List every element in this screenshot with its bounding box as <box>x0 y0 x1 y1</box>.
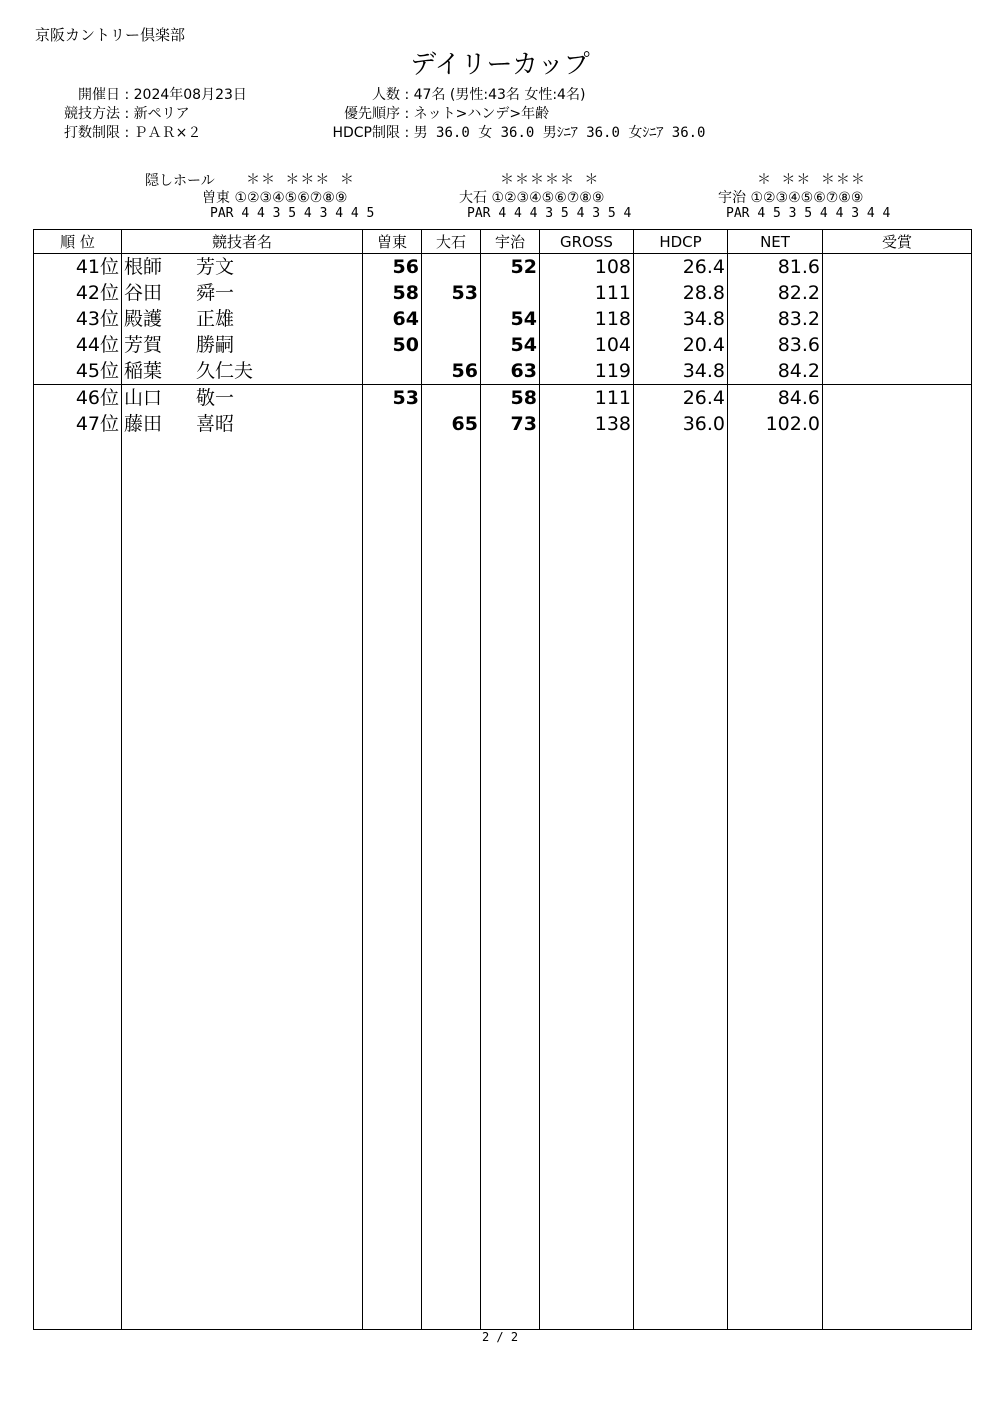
col-net: NET <box>728 230 823 254</box>
course-ooishi: 大石 ①②③④⑤⑥⑦⑧⑨ <box>459 190 605 206</box>
col-award: 受賞 <box>823 230 972 254</box>
hidden-marks-ooishi: ＊＊＊＊＊ ＊ <box>500 172 600 188</box>
par-ooishi: PAR 4 4 4 3 5 4 3 5 4 <box>467 206 632 221</box>
info-right <box>300 86 706 143</box>
table-filler <box>34 437 972 1330</box>
hidden-marks-uji: ＊ ＊＊ ＊＊＊ <box>757 172 866 188</box>
info-limit: 打数制限 : ＰＡＲ×２ <box>64 125 202 141</box>
par-uji: PAR 4 5 3 5 4 4 3 4 4 <box>726 206 891 221</box>
hidden-holes-label: 隠しホール <box>145 173 215 189</box>
par-sotou: PAR 4 4 3 5 4 3 4 4 5 <box>210 206 375 221</box>
table-row: 44位 芳賀 勝嗣 50 54 104 20.4 83.6 <box>34 332 972 358</box>
results-table <box>33 229 972 1330</box>
table-row: 41位 根師 芳文 56 52 108 26.4 81.6 <box>34 254 972 281</box>
table-header <box>34 230 972 254</box>
col-ooishi: 大石 <box>422 230 481 254</box>
col-rank: 順 位 <box>34 230 122 254</box>
col-sotou: 曽東 <box>363 230 422 254</box>
info-date: 開催日 : 2024年08月23日 <box>78 87 247 103</box>
col-uji: 宇治 <box>481 230 540 254</box>
page-number: 2 / 2 <box>481 1330 519 1344</box>
info-count: 人数 : 47名 (男性:43名 女性:4名) <box>372 87 586 103</box>
hidden-marks-sotou: ＊＊ ＊＊＊ ＊ <box>246 172 355 188</box>
table-row: 45位 稲葉 久仁夫 56 63 119 34.8 84.2 <box>34 358 972 385</box>
table-row: 43位 殿護 正雄 64 54 118 34.8 83.2 <box>34 306 972 332</box>
info-method: 競技方法 : 新ペリア <box>64 106 190 122</box>
col-gross: GROSS <box>540 230 634 254</box>
page-title: デイリーカップ <box>410 50 590 80</box>
club-name: 京阪カントリー倶楽部 <box>35 26 186 44</box>
course-uji: 宇治 ①②③④⑤⑥⑦⑧⑨ <box>718 190 864 206</box>
table-row: 47位 藤田 喜昭 65 73 138 36.0 102.0 <box>34 411 972 437</box>
col-name: 競技者名 <box>122 230 363 254</box>
info-left <box>40 86 247 143</box>
table-row: 46位 山口 敬一 53 58 111 26.4 84.6 <box>34 385 972 412</box>
info-priority: 優先順序 : ネット>ハンデ>年齢 <box>344 106 550 122</box>
course-sotou: 曽東 ①②③④⑤⑥⑦⑧⑨ <box>202 190 348 206</box>
col-hdcp: HDCP <box>634 230 728 254</box>
info-hdcp-limit: HDCP制限 : 男 36.0 女 36.0 男ｼﾆｱ 36.0 女ｼﾆｱ 36.0 <box>332 125 706 141</box>
table-row: 42位 谷田 舜一 58 53 111 28.8 82.2 <box>34 280 972 306</box>
